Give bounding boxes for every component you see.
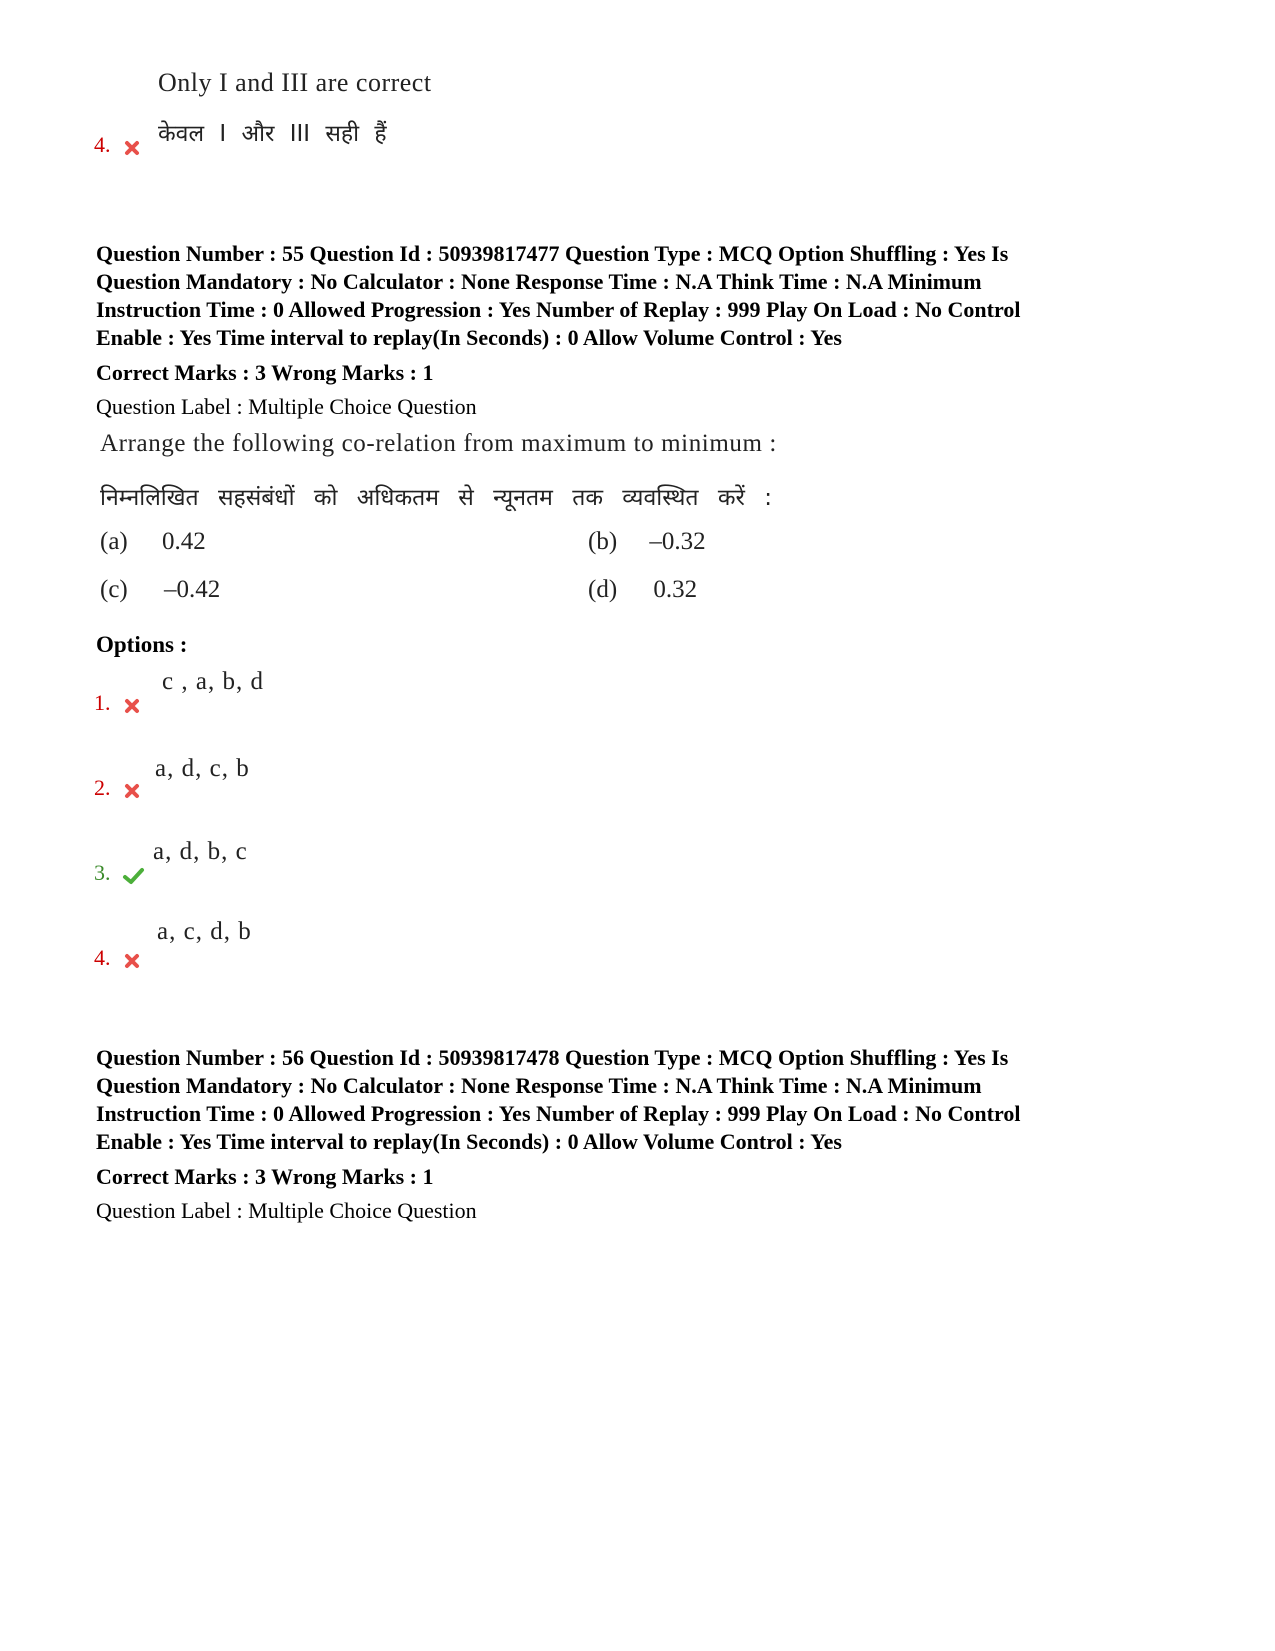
meta-line: Instruction Time : 0 Allowed Progression : Yes Number of Replay : 999 Play On Load : No Control <box>96 1101 1021 1126</box>
option-2-row <box>94 775 141 801</box>
previous-option-text-en: Only I and III are correct <box>158 68 432 97</box>
option-1-row <box>94 690 141 716</box>
option-4-row <box>94 945 141 971</box>
option-3-row <box>94 860 145 886</box>
question-55-meta <box>96 240 1206 352</box>
meta-line: Question Number : 55 Question Id : 50939817477 Question Type : MCQ Option Shuffling : Yes Is <box>96 241 1009 266</box>
question-56-meta <box>96 1044 1206 1156</box>
check-icon <box>121 867 145 885</box>
option-1-text: c , a, b, d <box>162 668 264 695</box>
question-55-marks: Correct Marks : 3 Wrong Marks : 1 <box>96 360 434 385</box>
item-value: –0.42 <box>164 576 221 603</box>
cross-icon <box>123 782 141 800</box>
question-item-b <box>588 528 706 556</box>
option-number: 1. <box>94 690 111 715</box>
option-number: 2. <box>94 775 111 800</box>
meta-line: Instruction Time : 0 Allowed Progression : Yes Number of Replay : 999 Play On Load : No Control <box>96 297 1021 322</box>
options-heading: Options : <box>96 632 188 657</box>
meta-line: Enable : Yes Time interval to replay(In Seconds) : 0 Allow Volume Control : Yes <box>96 1129 842 1154</box>
previous-option-text-hi: केवल I और III सही हैं <box>158 121 387 147</box>
item-key: (a) <box>100 528 128 555</box>
option-3-text: a, d, b, c <box>153 838 248 865</box>
meta-line: Question Mandatory : No Calculator : None Response Time : N.A Think Time : N.A Minimum <box>96 269 982 294</box>
question-55-text-en: Arrange the following co-relation from maximum to minimum : <box>100 430 777 457</box>
option-number: 4. <box>94 132 111 157</box>
item-key: (c) <box>100 576 128 603</box>
option-4-text: a, c, d, b <box>157 918 252 945</box>
cross-icon <box>123 952 141 970</box>
cross-icon <box>123 697 141 715</box>
item-key: (b) <box>588 528 618 555</box>
question-56-label: Question Label : Multiple Choice Question <box>96 1198 477 1223</box>
item-value: 0.32 <box>653 576 698 603</box>
question-55-label: Question Label : Multiple Choice Question <box>96 394 477 419</box>
option-number: 3. <box>94 860 111 885</box>
meta-line: Question Number : 56 Question Id : 50939817478 Question Type : MCQ Option Shuffling : Yes Is <box>96 1045 1009 1070</box>
meta-line: Question Mandatory : No Calculator : None Response Time : N.A Think Time : N.A Minimum <box>96 1073 982 1098</box>
cross-icon <box>123 139 141 157</box>
item-value: 0.42 <box>162 528 206 555</box>
item-key: (d) <box>588 576 618 603</box>
question-item-a <box>100 528 206 556</box>
question-item-c <box>100 576 220 604</box>
meta-line: Enable : Yes Time interval to replay(In Seconds) : 0 Allow Volume Control : Yes <box>96 325 842 350</box>
item-value: –0.32 <box>649 528 706 555</box>
option-2-text: a, d, c, b <box>155 755 250 782</box>
question-item-d <box>588 576 697 604</box>
question-55-text-hi: निम्नलिखित सहसंबंधों को अधिकतम से न्यूनतम तक व्यवस्थित करें : <box>100 485 772 511</box>
option-number: 4. <box>94 945 111 970</box>
previous-option-row <box>94 132 141 158</box>
question-56-marks: Correct Marks : 3 Wrong Marks : 1 <box>96 1164 434 1189</box>
